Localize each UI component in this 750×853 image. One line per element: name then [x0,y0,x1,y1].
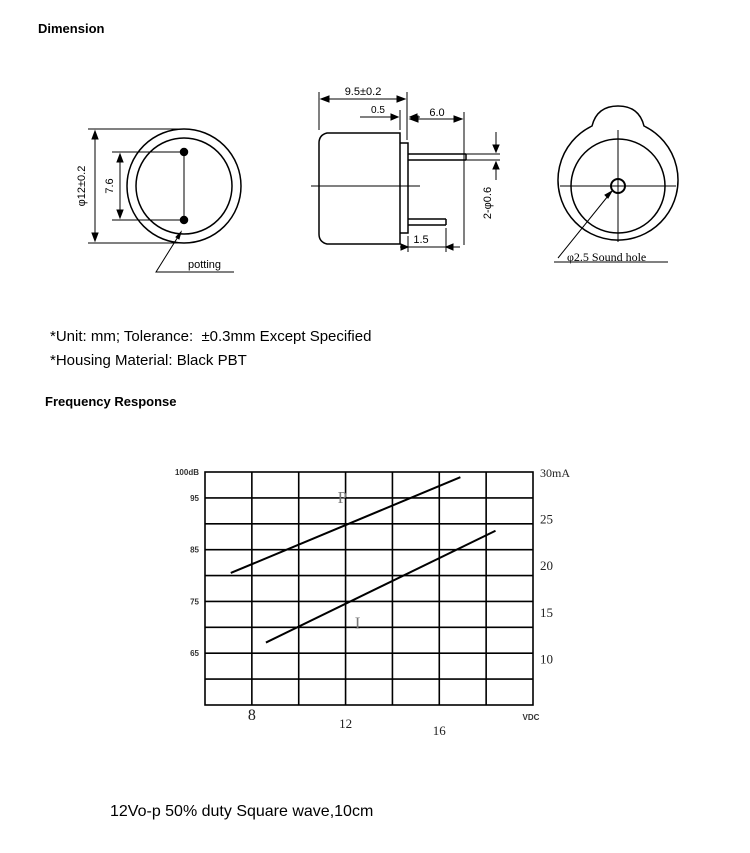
y2-tick-label: 30mA [540,466,570,480]
dimension-drawing [0,0,750,300]
pin-offset-label: 1.5 [413,234,429,246]
x-tick-label: 12 [339,716,353,731]
chart-plot-frame [205,472,533,705]
series-label-P: P [337,488,348,508]
y2-tick-label: 10 [540,651,553,667]
dimension-heading: Dimension [38,21,105,36]
potting-label: potting [188,259,222,271]
y-tick-label: 85 [190,545,199,555]
sound-hole-label: φ2.5 Sound hole [567,250,647,264]
series-label-I: I [354,613,361,633]
diameter-label: φ12±0.2 [76,165,88,207]
y-tick-label: 100dB [174,468,199,477]
series-line-P [231,477,461,573]
y-tick-label: 65 [190,649,199,659]
y-tick-label: 75 [190,597,199,607]
pin-spacing-label: 7.6 [104,178,116,194]
x-tick-label: 8 [247,707,256,724]
height-label: 9.5±0.2 [344,86,382,98]
y-tick-label: 95 [190,493,199,503]
y2-tick-label: 25 [540,511,553,527]
x-tick-label: 16 [432,723,446,738]
frequency-response-heading: Frequency Response [45,394,177,409]
pin-diameter-label: 2-φ0.6 [482,186,494,220]
series-line-I [266,531,496,643]
y2-tick-label: 20 [540,558,553,574]
y2-tick-label: 15 [540,604,553,620]
housing-note: *Housing Material: Black PBT [50,352,247,369]
x-axis-label: VDC [522,713,540,722]
unit-note: *Unit: mm; Tolerance: ±0.3mm Except Specified [50,328,372,345]
offset-label: 0.5 [371,105,385,116]
test-condition: 12Vo-p 50% duty Square wave,10cm [110,803,374,820]
side-view-body [319,133,400,244]
pin-length-label: 6.0 [429,107,445,119]
